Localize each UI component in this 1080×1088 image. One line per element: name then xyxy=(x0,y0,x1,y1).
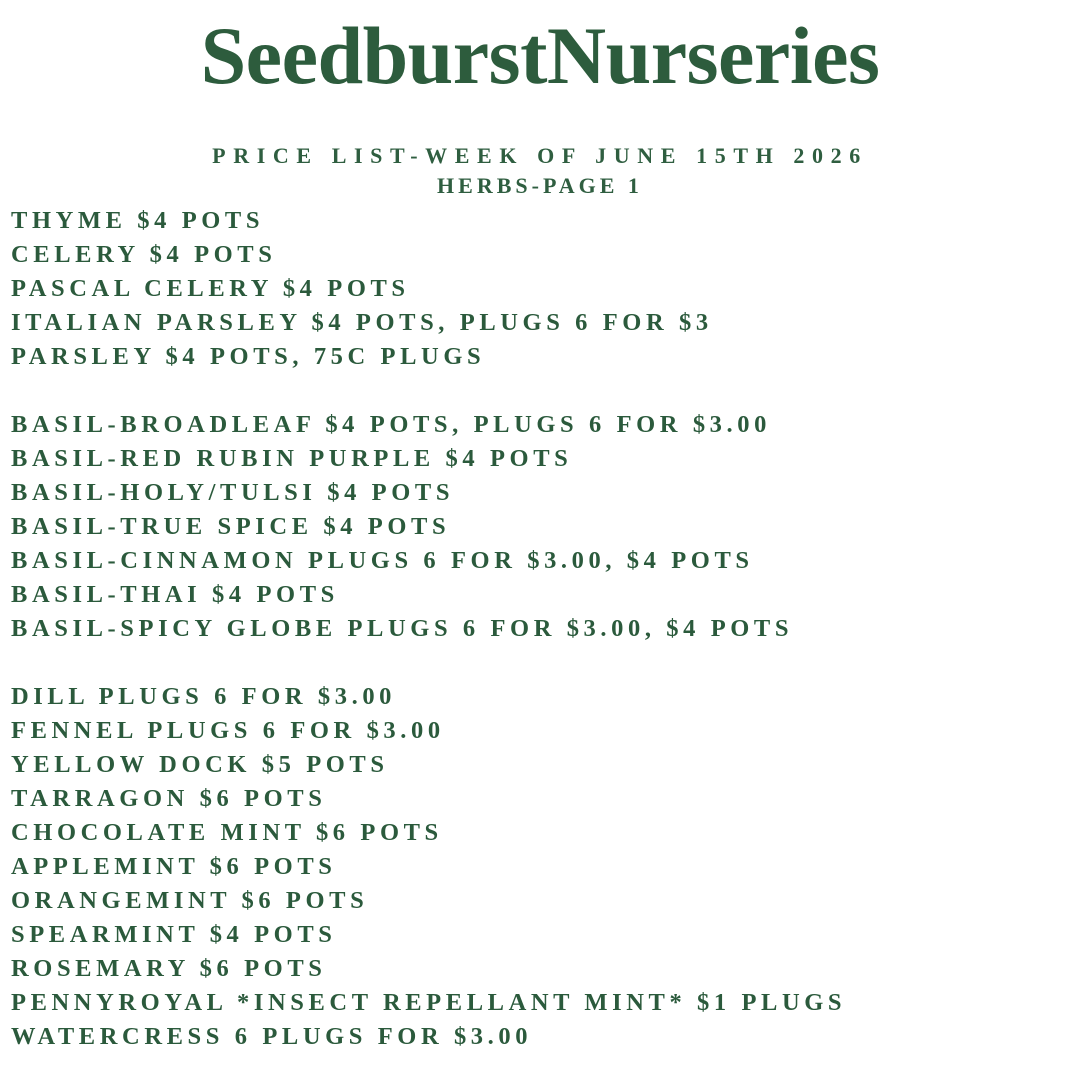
price-list-heading: PRICE LIST-WEEK OF JUNE 15TH 2026 xyxy=(212,143,868,168)
list-item: BASIL-THAI $4 POTS xyxy=(11,581,339,608)
list-item: CELERY $4 POTS xyxy=(11,241,277,268)
list-item: PENNYROYAL *INSECT REPELLANT MINT* $1 PLUGS xyxy=(11,989,847,1016)
list-item: ROSEMARY $6 POTS xyxy=(11,955,327,982)
list-item: WATERCRESS 6 PLUGS FOR $3.00 xyxy=(11,1023,533,1050)
list-item: ITALIAN PARSLEY $4 POTS, PLUGS 6 FOR $3 xyxy=(11,309,713,336)
herb-price-list xyxy=(11,204,1071,1088)
list-item: APPLEMINT $6 POTS xyxy=(11,853,337,880)
nursery-title: SeedburstNurseries xyxy=(200,10,880,101)
list-item: PARSLEY $4 POTS, 75C PLUGS xyxy=(11,343,486,370)
list-item: ORANGEMINT $6 POTS xyxy=(11,887,369,914)
list-item: SPEARMINT $4 POTS xyxy=(11,921,337,948)
list-item: BASIL-HOLY/TULSI $4 POTS xyxy=(11,479,455,506)
list-item: BASIL-SPICY GLOBE PLUGS 6 FOR $3.00, $4 POTS xyxy=(11,615,794,642)
herb-group-2 xyxy=(11,408,1071,646)
list-item: BASIL-TRUE SPICE $4 POTS xyxy=(11,513,451,540)
list-item: CHOCOLATE MINT $6 POTS xyxy=(11,819,443,846)
page-heading: HERBS-PAGE 1 xyxy=(437,173,643,198)
list-item: BASIL-BROADLEAF $4 POTS, PLUGS 6 FOR $3.00 xyxy=(11,411,771,438)
list-item: BASIL-CINNAMON PLUGS 6 FOR $3.00, $4 POTS xyxy=(11,547,754,574)
list-item: YELLOW DOCK $5 POTS xyxy=(11,751,389,778)
list-item: DILL PLUGS 6 FOR $3.00 xyxy=(11,683,397,710)
herb-group-3 xyxy=(11,680,1071,1054)
list-item: THYME $4 POTS xyxy=(11,207,265,234)
list-item: TARRAGON $6 POTS xyxy=(11,785,327,812)
list-item: BASIL-RED RUBIN PURPLE $4 POTS xyxy=(11,445,573,472)
list-item: FENNEL PLUGS 6 FOR $3.00 xyxy=(11,717,445,744)
herb-group-1 xyxy=(11,204,1071,374)
list-item: PASCAL CELERY $4 POTS xyxy=(11,275,410,302)
